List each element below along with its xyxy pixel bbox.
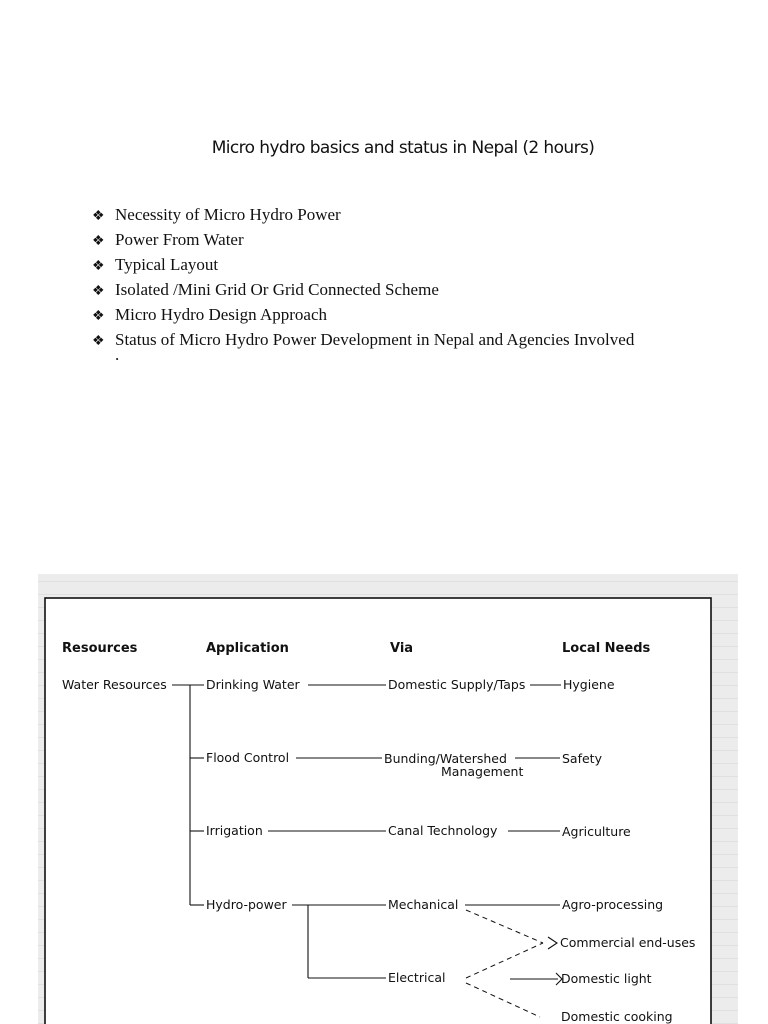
list-item: ❖ Isolated /Mini Grid Or Grid Connected Scheme [92, 278, 634, 303]
header-local-needs: Local Needs [562, 641, 651, 656]
diamond-bullet-icon: ❖ [92, 334, 105, 349]
application-flood-control: Flood Control [206, 750, 290, 765]
application-irrigation: Irrigation [206, 823, 263, 838]
via-electrical: Electrical [388, 970, 446, 985]
diamond-bullet-icon: ❖ [92, 284, 105, 299]
application-drinking-water: Drinking Water [206, 677, 300, 692]
diamond-bullet-icon: ❖ [92, 259, 105, 274]
via-domestic-supply: Domestic Supply/Taps [388, 677, 526, 692]
via-management: Management [441, 764, 524, 779]
header-via: Via [390, 641, 414, 656]
list-item: ❖ Typical Layout [92, 253, 634, 278]
need-domestic-light: Domestic light [561, 971, 652, 986]
diagram-frame [45, 598, 711, 1024]
via-mechanical: Mechanical [388, 897, 459, 912]
diamond-bullet-icon: ❖ [92, 209, 105, 224]
list-item: ❖ Status of Micro Hydro Power Development in Nepal and Agencies Involved [92, 328, 634, 353]
list-item: ❖ Necessity of Micro Hydro Power [92, 203, 634, 228]
page-title: Micro hydro basics and status in Nepal (2 hours) [211, 138, 595, 158]
need-hygiene: Hygiene [563, 677, 615, 692]
trailing-dot: . [115, 345, 120, 364]
need-agro-processing: Agro-processing [562, 897, 664, 912]
need-agriculture: Agriculture [562, 824, 631, 839]
list-item: ❖ Power From Water [92, 228, 634, 253]
via-canal-technology: Canal Technology [388, 823, 498, 838]
header-resources: Resources [62, 641, 138, 656]
application-hydro-power: Hydro-power [206, 897, 287, 912]
need-commercial-end-uses: Commercial end-uses [560, 935, 696, 950]
need-safety: Safety [562, 751, 602, 766]
diamond-bullet-icon: ❖ [92, 309, 105, 324]
via-bunding: Bunding/Watershed [384, 751, 507, 766]
resource-water: Water Resources [62, 677, 167, 692]
list-item: ❖ Micro Hydro Design Approach [92, 303, 634, 328]
diamond-bullet-icon: ❖ [92, 234, 105, 249]
header-application: Application [206, 641, 289, 656]
need-domestic-cooking: Domestic cooking [561, 1009, 673, 1024]
